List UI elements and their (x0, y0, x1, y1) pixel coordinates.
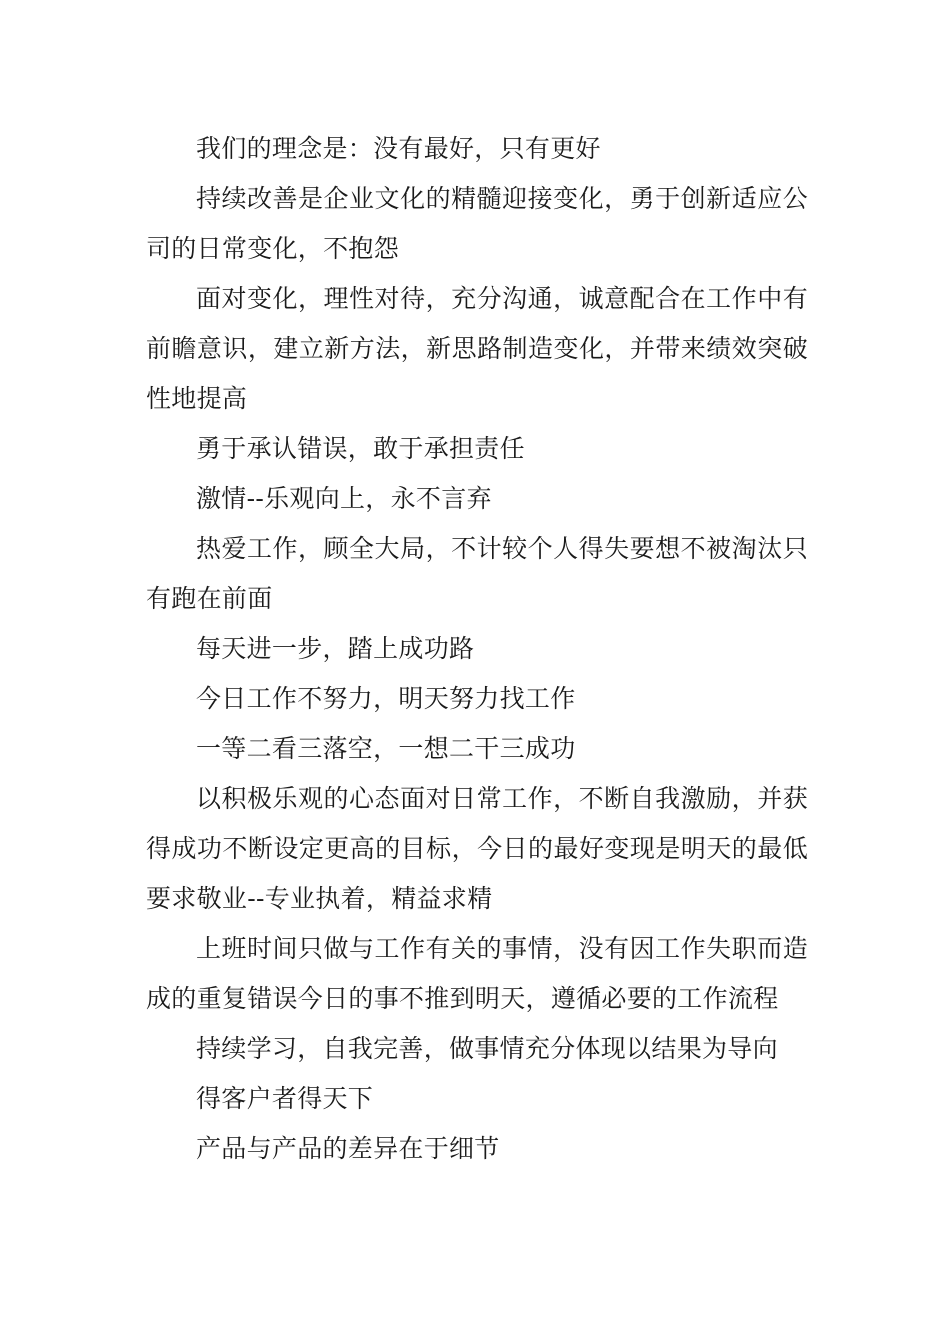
paragraph: 以积极乐观的心态面对日常工作，不断自我激励，并获得成功不断设定更高的目标，今日的最好变现是明天的最低要求敬业--专业执着，精益求精 (146, 784, 808, 913)
paragraph: 勇于承认错误，敢于承担责任 (196, 434, 525, 463)
paragraph: 我们的理念是：没有最好，只有更好 (196, 134, 601, 163)
paragraph: 面对变化，理性对待，充分沟通，诚意配合在工作中有前瞻意识，建立新方法，新思路制造变化，并带来绩效突破性地提高 (146, 284, 808, 413)
paragraph: 热爱工作，顾全大局，不计较个人得失要想不被淘汰只有跑在前面 (146, 534, 808, 613)
paragraph: 每天进一步，踏上成功路 (196, 634, 475, 663)
paragraph: 产品与产品的差异在于细节 (196, 1134, 500, 1163)
paragraph: 持续学习，自我完善，做事情充分体现以结果为导向 (196, 1034, 778, 1063)
paragraph: 持续改善是企业文化的精髓迎接变化，勇于创新适应公司的日常变化，不抱怨 (146, 184, 808, 263)
paragraph: 激情--乐观向上，永不言弃 (196, 484, 492, 513)
paragraph: 得客户者得天下 (196, 1084, 374, 1113)
paragraph: 上班时间只做与工作有关的事情，没有因工作失职而造成的重复错误今日的事不推到明天，遵循必要的工作流程 (146, 934, 808, 1013)
paragraph: 今日工作不努力，明天努力找工作 (196, 684, 576, 713)
document-body (146, 124, 808, 1174)
paragraph: 一等二看三落空，一想二干三成功 (196, 734, 576, 763)
